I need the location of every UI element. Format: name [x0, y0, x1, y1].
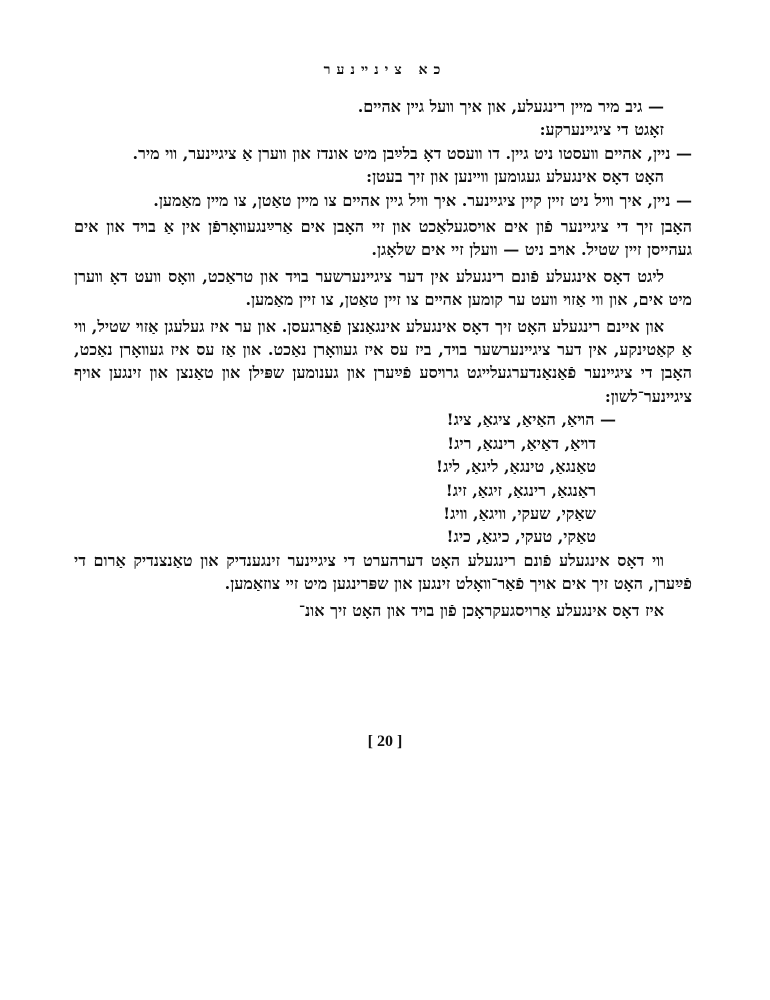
- paragraph: האָבן זיך די ציגײנער פֿון אים אויסגעלאַכט און זײ האָבן אים אַרײַנגעװאָרפֿן אין אַ בױד און אים געהײסן זײן שטיל. אױב ניט — װעלן זײ אים שלאָגן.: [74, 217, 692, 260]
- paragraph: איז דאָס אינגעלע אַרויסגעקראָכן פֿון בױד און האָט זיך אונ־: [298, 600, 664, 620]
- song-verse: [74, 408, 616, 548]
- body-text: [74, 95, 692, 622]
- paragraph: און אײנם רינגעלע האָט זיך דאָס אינגעלע אינגאַנצן פֿאַרגעסן. און ער איז געלעגן אַזױ שטיל, װי אַ קאַטינקע, אין דער ציגײנערשער בױד, ביז עס איז געװאָרן נאַכט. און אַז עס איז געװאָרן נאַכט, האָבן די ציגײנער פֿאַנאַנדערגעלײגט גרױסע פֿײַערן און גענומען שפּילן און טאַנצן און זינגען אויף ציגײנער־לשון:: [74, 316, 692, 406]
- song-line: ראַנגאַ, רינגאַ, זיגאַ, זיג!: [445, 480, 596, 500]
- paragraph: װי דאָס אינגעלע פֿונם רינגעלע האָט דערהערט די ציגײנער זינגענדיק און טאַנצנדיק אַרום די פֿײַערן, האָט זיך אים אויך פֿאַר־װאָלט זינגען און שפּרינגען מיט זײ צוזאַמען.: [74, 550, 692, 594]
- song-line: טאַקי, טעקי, כיגאַ, כיג!: [446, 527, 596, 547]
- song-line: שאַקי, שעקי, װיגאַ, װיג!: [443, 503, 596, 523]
- paragraph: — נײן, אהײם װעסטו ניט גײן. דו װעסט דאָ בלײַבן מיט אונדז און װערן אַ ציגײנער, װי מיר.: [132, 143, 692, 163]
- paragraph: — נײן, איך װיל ניט זײן קײן ציגײנער. איך װיל גײן אהײם צו מײן טאַטן, צו מײן מאַמען.: [153, 190, 692, 210]
- song-line: טאַנגאַ, טינגאַ, ליגאַ, ליג!: [436, 457, 596, 477]
- paragraph: האָט דאָס אינגעלע געגומען װײנען און זיך בעטן:: [366, 167, 664, 187]
- paragraph: — גיב מיר מײן רינגעלע, און איך װעל גײן אהײם.: [357, 97, 664, 116]
- page-number: [ 20 ]: [367, 733, 403, 750]
- paragraph: ליגט דאָס אינגעלע פֿונם רינגעלע אין דער ציגײנערשער בױד און טראַכט, װאָס װעט דאָ װערן מיט אים, און װי אַזױ װעט ער קומען אהײם צו זײן טאַטן, צו זײן מאַמען.: [74, 266, 692, 310]
- paragraph: זאָגט די ציגײנערקע:: [539, 120, 664, 140]
- song-line: — הױאַ, האַיאַ, ציגאַ, ציג!: [446, 410, 616, 430]
- running-head: כא צינײנער: [323, 62, 447, 78]
- song-line: דױאַ, דאַיאַ, רינגאַ, ריג!: [447, 433, 596, 453]
